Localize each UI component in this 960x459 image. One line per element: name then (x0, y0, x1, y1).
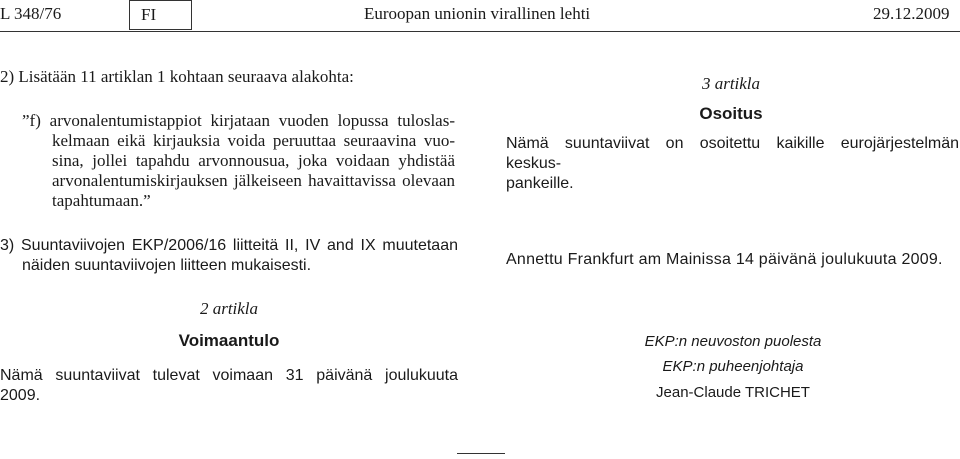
item-3 (0, 236, 458, 276)
article-2-line: Nämä suuntaviivat tulevat voimaan 31 päivänä joulukuuta (0, 367, 458, 384)
article-3-heading: 3 artikla (701, 74, 761, 93)
footnote-rule (457, 453, 505, 454)
article-2-heading: 2 artikla (199, 299, 259, 318)
article-2-line: 2009. (0, 387, 41, 404)
article-3-body (506, 134, 959, 194)
item-3-line: näiden suuntaviivojen liitteen mukaisesti. (22, 257, 312, 274)
header-rule (0, 31, 960, 32)
quote-line: kelmaan eikä kirjauksia voida peruuttaa seuraavina vuo- (52, 131, 455, 150)
article-2-title: Voimaantulo (178, 331, 280, 350)
page-reference: L 348/76 (0, 4, 62, 23)
quote-line: arvonalentumiskirjauksen jälkeiseen havaittavissa olevaan (52, 171, 455, 190)
article-3-line: pankeille. (506, 175, 574, 192)
quote-line: sina, jollei tapahdu arvonnousua, joka voidaan yhdistää (52, 151, 455, 170)
signature-body: EKP:n neuvoston puolesta (644, 333, 822, 350)
signature-role: EKP:n puheenjohtaja (662, 358, 804, 375)
item-2-intro: 2) Lisätään 11 artiklan 1 kohtaan seuraava alakohta: (0, 67, 354, 86)
item-3-line: 3) Suuntaviivojen EKP/2006/16 liitteitä II, IV and IX muutetaan (0, 237, 458, 254)
journal-title: Euroopan unionin virallinen lehti (364, 4, 591, 23)
quote-line: tapahtumaan.” (52, 191, 151, 210)
signature-name: Jean-Claude TRICHET (656, 384, 810, 401)
done-at: Annettu Frankfurt am Mainissa 14 päivänä joulukuuta 2009. (506, 251, 943, 268)
article-3-line: Nämä suuntaviivat on osoitettu kaikille eurojärjestelmän keskus- (506, 135, 959, 172)
quote-line: ”f) arvonalentumistappiot kirjataan vuoden lopussa tuloslas- (22, 111, 455, 130)
language-badge: FI (129, 0, 192, 30)
publication-date: 29.12.2009 (873, 4, 950, 23)
article-2-body (0, 366, 458, 406)
article-3-title: Osoitus (699, 104, 763, 123)
item-2-quote (22, 111, 455, 211)
